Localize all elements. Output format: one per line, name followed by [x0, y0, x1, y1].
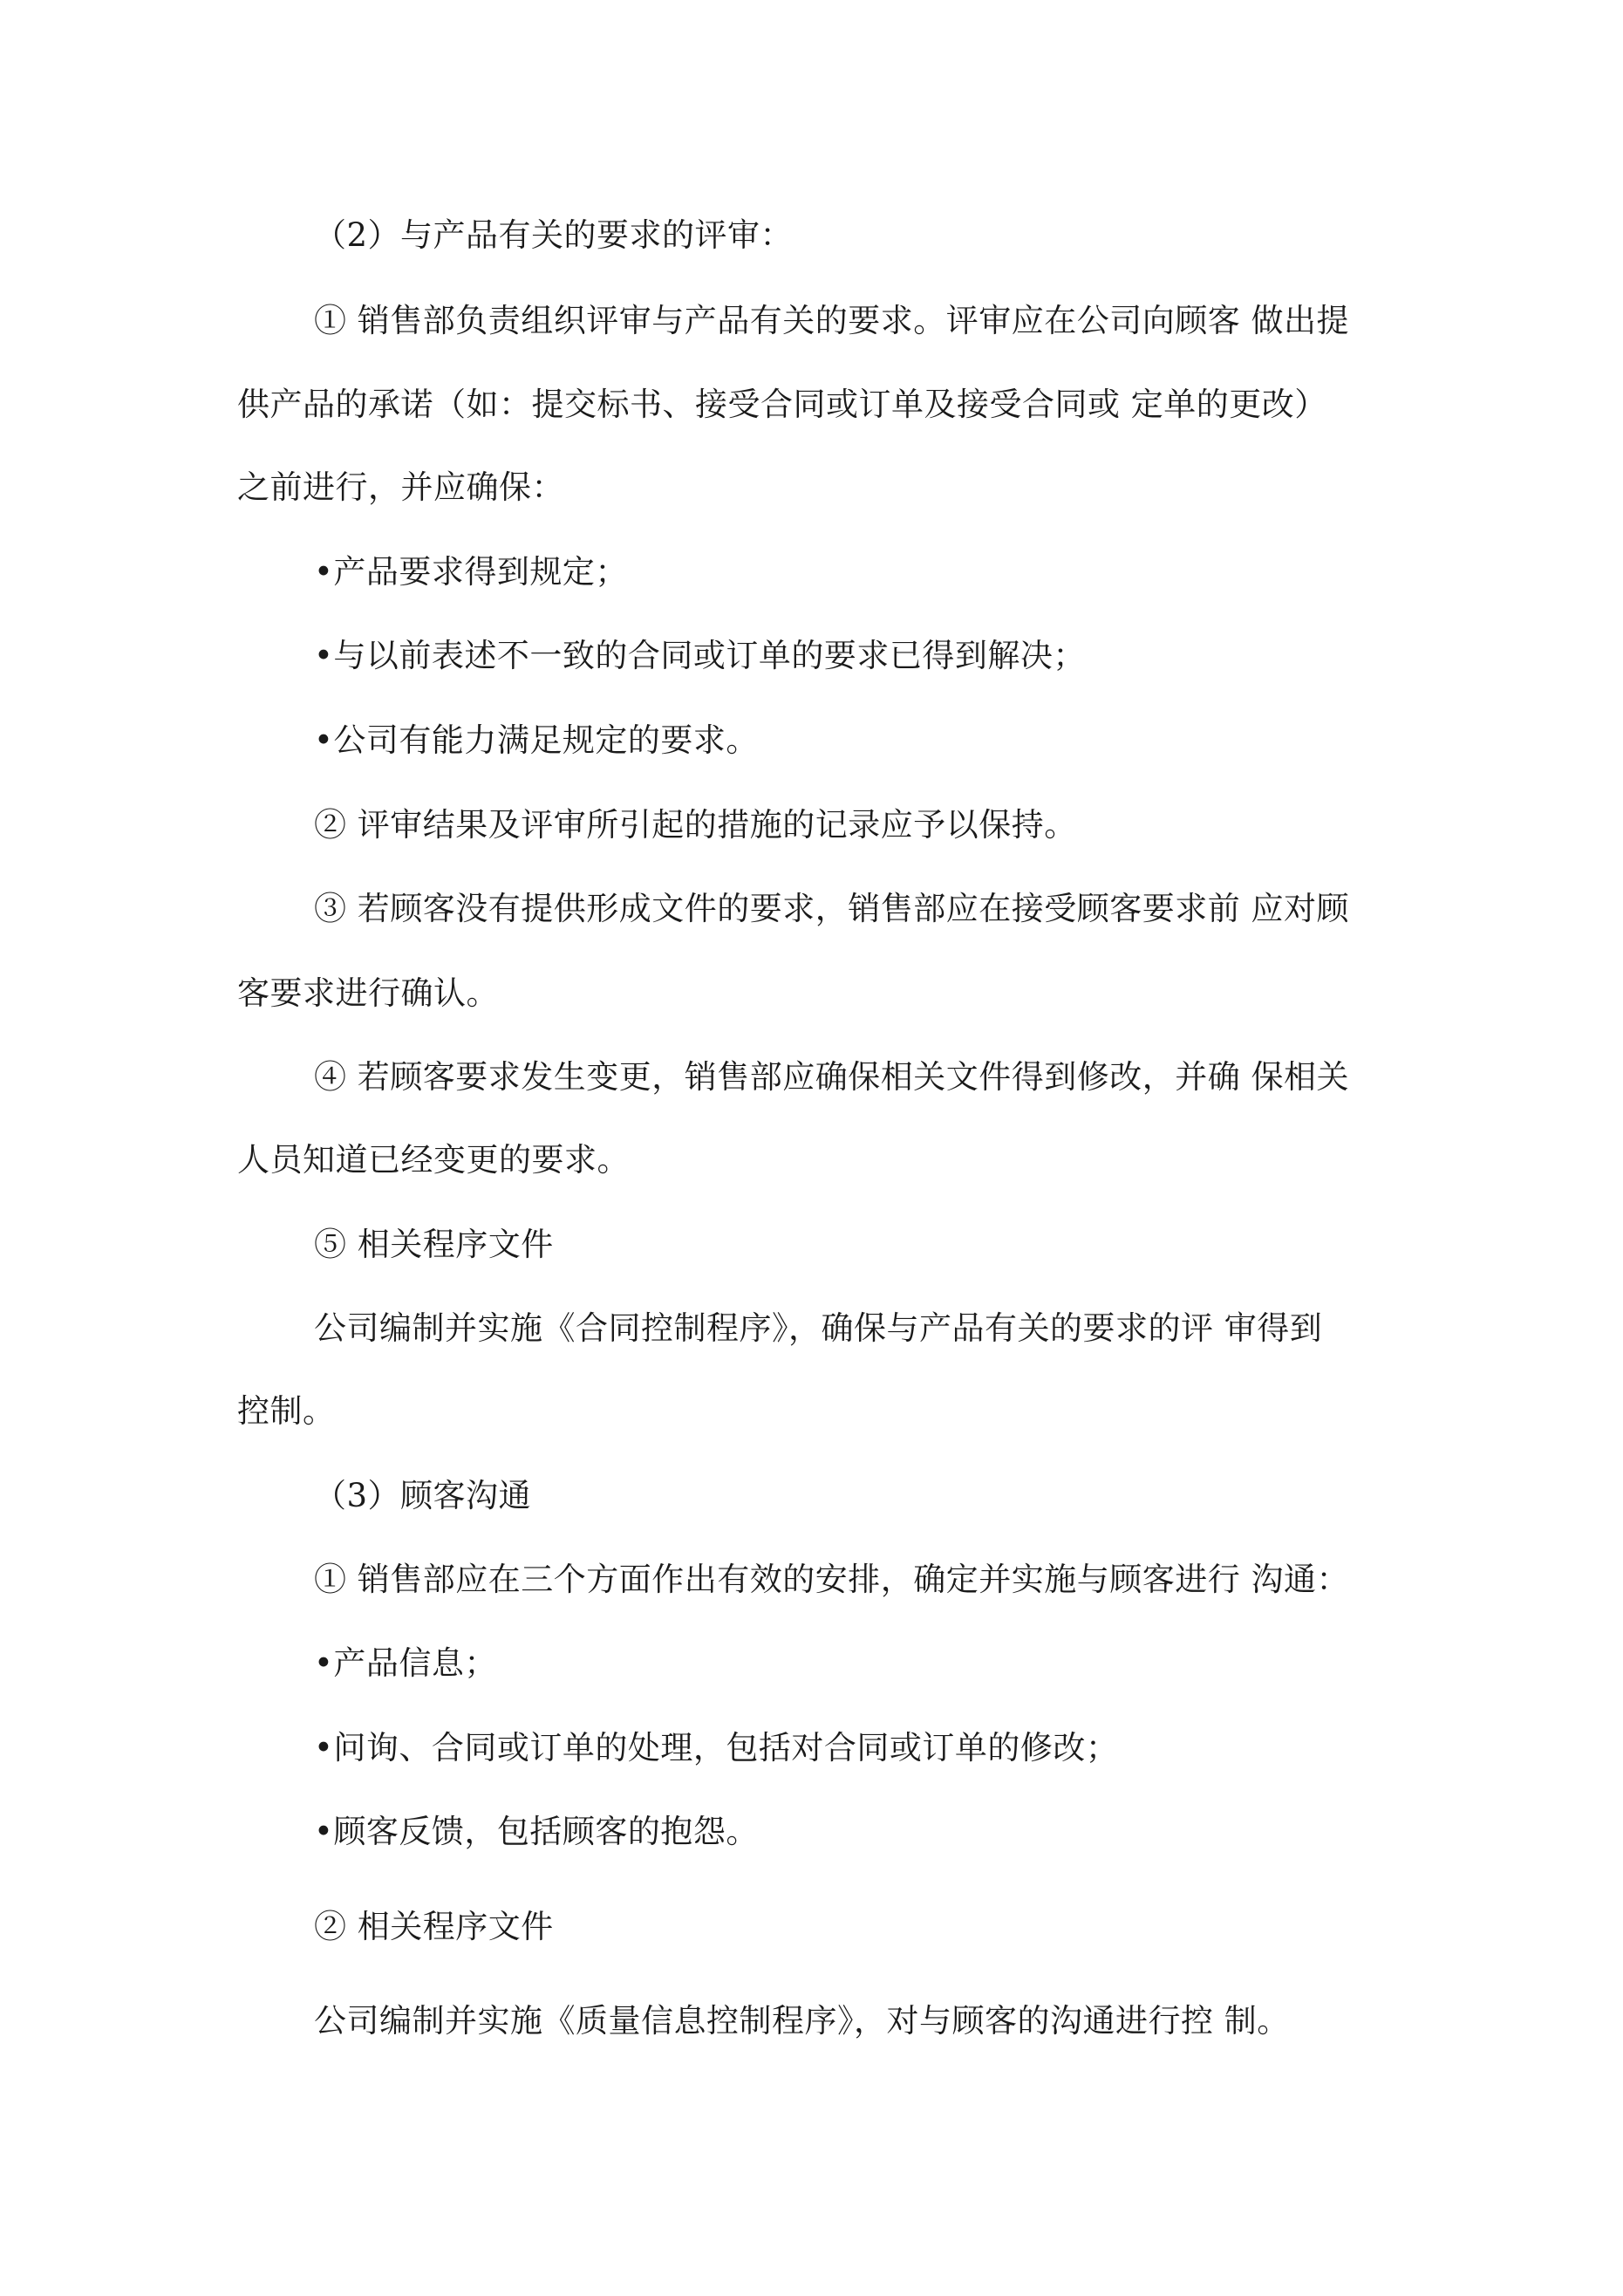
- bullet-item: •与以前表述不一致的合同或订单的要求已得到解决；: [314, 637, 1086, 674]
- section-heading-communication: （3）顾客沟通: [314, 1477, 532, 1514]
- paragraph-line: 之前进行，并应确保：: [237, 468, 564, 506]
- paragraph-line: ④ 若顾客要求发生变更，销售部应确保相关文件得到修改，并确 保相关: [314, 1058, 1350, 1096]
- paragraph-line: ① 销售部负责组织评审与产品有关的要求。评审应在公司向顾客 做出提: [314, 302, 1350, 339]
- paragraph-line: ⑤ 相关程序文件: [314, 1226, 554, 1263]
- paragraph-line: ① 销售部应在三个方面作出有效的安排，确定并实施与顾客进行 沟通：: [314, 1561, 1350, 1598]
- section-heading-review: （2）与产品有关的要求的评审：: [314, 216, 794, 254]
- paragraph-line: ② 相关程序文件: [314, 1908, 554, 1945]
- bullet-item: •顾客反馈，包括顾客的抱怨。: [314, 1813, 759, 1850]
- paragraph-line: ② 评审结果及评审所引起的措施的记录应予以保持。: [314, 806, 1077, 844]
- bullet-item: •公司有能力满足规定的要求。: [314, 721, 759, 759]
- bullet-item: •产品信息；: [314, 1644, 497, 1682]
- paragraph-line: ③ 若顾客没有提供形成文件的要求，销售部应在接受顾客要求前 应对顾: [314, 890, 1350, 927]
- paragraph-line: 客要求进行确认。: [237, 974, 499, 1012]
- paragraph-line: 供产品的承诺（如：提交标书、接受合同或订单及接受合同或 定单的更改）: [237, 386, 1327, 423]
- bullet-item: •问询、合同或订单的处理，包括对合同或订单的修改；: [314, 1729, 1119, 1766]
- paragraph-line: 公司编制并实施《合同控制程序》，确保与产品有关的要求的评 审得到: [314, 1309, 1323, 1347]
- paragraph-line: 人员知道已经变更的要求。: [237, 1141, 630, 1179]
- bullet-item: •产品要求得到规定；: [314, 553, 628, 591]
- paragraph-line: 公司编制并实施《质量信息控制程序》，对与顾客的沟通进行控 制。: [314, 2002, 1290, 2040]
- paragraph-line: 控制。: [237, 1392, 336, 1430]
